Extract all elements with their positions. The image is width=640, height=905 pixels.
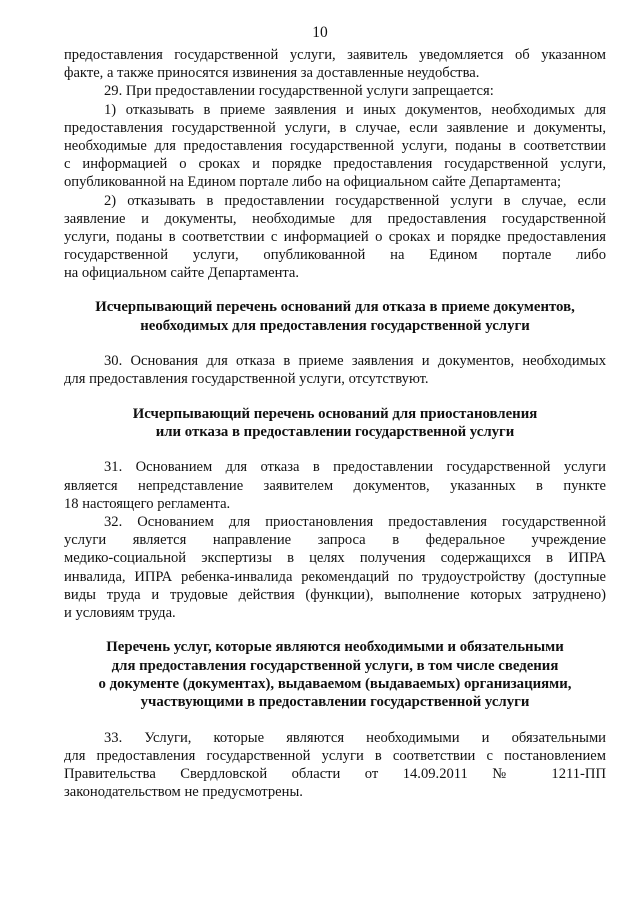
heading-line: Перечень услуг, которые являются необходимыми и обязательными <box>106 639 564 656</box>
text-line: заявление и документы, необходимые для предоставления государственной <box>64 210 606 227</box>
paragraphs-31-32 <box>64 458 606 622</box>
section-heading-refusal-documents <box>64 298 606 335</box>
text-line: предоставления государственной услуги, заявитель уведомляется об указанном <box>64 47 606 63</box>
text-line: законодательством не предусмотрены. <box>64 784 303 801</box>
page-number: 10 <box>312 24 328 41</box>
text-line: 30. Основания для отказа в приеме заявления и документов, необходимых <box>104 353 606 370</box>
text-line: опубликованной на Едином портале либо на официальном сайте Департамента; <box>64 174 562 191</box>
text-line: предоставления государственной услуги, в случае, если заявление и документы, <box>64 119 606 136</box>
text-line: государственной услуги, опубликованной на Едином портале либо <box>64 247 606 264</box>
section-heading-suspension <box>64 405 606 442</box>
text-line: 32. Основанием для приостановления предоставления государственной <box>104 514 606 530</box>
text-line: 2) отказывать в предоставлении государственной услуги в случае, если <box>104 192 606 209</box>
document-body <box>64 46 606 802</box>
text-line: инвалида, ИПРА ребенка-инвалида рекомендаций по трудоустройству (доступные <box>64 568 606 585</box>
heading-line: или отказа в предоставлении государственной услуги <box>155 424 515 441</box>
text-line: виды труда и трудовые действия (функции), выполнение которых затруднено) <box>64 586 606 603</box>
paragraphs-27-29 <box>64 46 606 282</box>
text-line: является непредставление заявителем документов, указанных в пункте <box>64 477 606 494</box>
text-line: услуги, поданы в соответствии с информацией о сроках и порядке предоставления <box>64 228 606 245</box>
text-line: Правительства Свердловской области от 14.09.2011 № 1211-ПП <box>64 766 606 783</box>
text-line: необходимые для предоставления государственной услуги, поданы в соответствии <box>64 137 606 154</box>
heading-line: необходимых для предоставления государственной услуги <box>140 317 530 334</box>
heading-line: для предоставления государственной услуги, в том числе сведения <box>111 657 559 674</box>
text-line: 33. Услуги, которые являются необходимыми и обязательными <box>104 729 606 746</box>
section-heading-required-services <box>64 638 606 712</box>
text-line: 31. Основанием для отказа в предоставлении государственной услуги <box>104 459 606 476</box>
text-line: услуги является направление запроса в федеральное учреждение <box>64 532 606 549</box>
text-line: на официальном сайте Департамента. <box>64 265 300 282</box>
paragraph-33 <box>64 729 606 802</box>
heading-line: Исчерпывающий перечень оснований для отказа в приеме документов, <box>95 299 575 316</box>
paragraph-30 <box>64 352 606 388</box>
text-line: 29. При предоставлении государственной услуги запрещается: <box>104 83 494 100</box>
heading-line: участвующими в предоставлении государственной услуги <box>140 694 530 711</box>
text-line: для предоставления государственной услуги, отсутствуют. <box>64 371 429 388</box>
text-line: для предоставления государственной услуги в соответствии с постановлением <box>64 747 606 764</box>
heading-line: о документе (документах), выдаваемом (выдаваемых) организациями, <box>98 675 572 692</box>
text-line: с информацией о сроках и порядке предоставления государственной услуги, <box>64 156 606 173</box>
text-line: факте, а также приносятся извинения за доставленные неудобства. <box>64 65 480 82</box>
heading-line: Исчерпывающий перечень оснований для приостановления <box>132 405 538 422</box>
text-line: 1) отказывать в приеме заявления и иных документов, необходимых для <box>104 101 606 118</box>
text-line: 18 настоящего регламента. <box>64 495 231 512</box>
text-line: и условиям труда. <box>64 604 176 621</box>
text-line: медико-социальной экспертизы в целях получения содержащихся в ИПРА <box>64 550 606 567</box>
